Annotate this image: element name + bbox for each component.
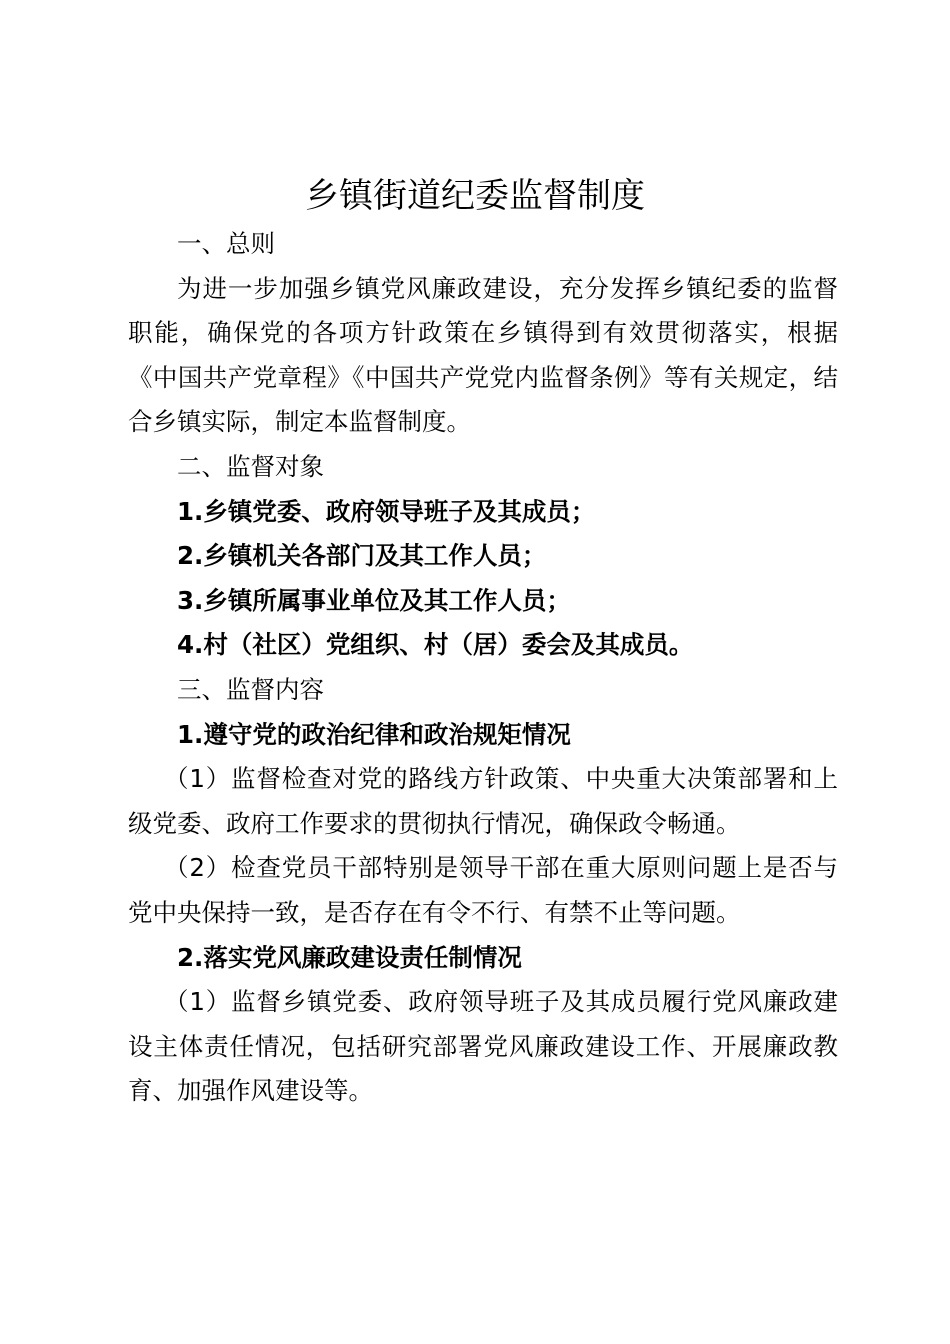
subsection-heading-2: 2.落实党风廉政建设责任制情况	[177, 942, 522, 972]
document-title: 乡镇街道纪委监督制度	[305, 176, 645, 216]
paragraph-general: 为进一步加强乡镇党风廉政建设，充分发挥乡镇纪委的监督职能，确保党的各项方针政策在乡镇得到有效贯彻落实，根据《中国共产党章程》《中国共产党党内监督条例》等有关规定，结合乡镇实际，制定本监督制度。	[128, 273, 838, 437]
paragraph-content-2-1: （1）监督乡镇党委、政府领导班子及其成员履行党风廉政建设主体责任情况，包括研究部署党风廉政建设工作、开展廉政教育、加强作风建设等。	[128, 987, 838, 1106]
paragraph-content-1-2: （2）检查党员干部特别是领导干部在重大原则问题上是否与党中央保持一致，是否存在有令不行、有禁不止等问题。	[128, 853, 838, 927]
target-item-4: 4.村（社区）党组织、村（居）委会及其成员。	[177, 630, 694, 660]
paragraph-content-1-1: （1）监督检查对党的路线方针政策、中央重大决策部署和上级党委、政府工作要求的贯彻执行情况，确保政令畅通。	[128, 764, 838, 838]
target-item-3: 3.乡镇所属事业单位及其工作人员；	[177, 585, 571, 615]
section-heading-general: 一、总则	[177, 229, 275, 258]
document-body	[128, 222, 838, 1114]
section-heading-targets: 二、监督对象	[177, 451, 324, 481]
target-item-2: 2.乡镇机关各部门及其工作人员；	[177, 541, 547, 571]
subsection-heading-1: 1.遵守党的政治纪律和政治规矩情况	[177, 719, 571, 749]
target-item-1: 1.乡镇党委、政府领导班子及其成员；	[177, 496, 596, 526]
section-heading-content: 三、监督内容	[177, 674, 324, 704]
